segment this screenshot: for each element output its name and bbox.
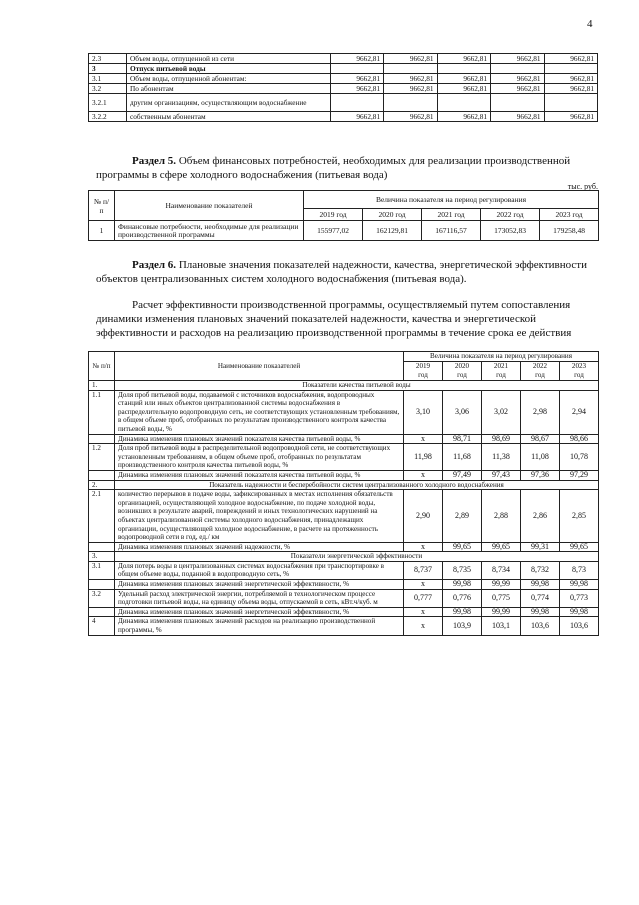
section-row (89, 381, 599, 391)
section-caption: Показатели энергетической эффективности (115, 552, 599, 562)
header-name: Наименование показателей (115, 352, 404, 381)
row-value: 9662,81 (491, 112, 544, 122)
header-period: Величина показателя на период регулирования (404, 352, 599, 362)
row-value: 11,38 (482, 444, 521, 471)
row-value: 9662,81 (384, 112, 437, 122)
header-name: Наименование показателей (115, 191, 304, 221)
table-row (89, 54, 598, 64)
row-value: 179258,48 (540, 221, 599, 241)
row-number: 4 (89, 617, 115, 635)
row-value: 99,98 (521, 607, 560, 617)
row-number: 2.1 (89, 490, 115, 543)
row-value (384, 94, 437, 112)
section-caption: Показатели качества питьевой воды (115, 381, 599, 391)
row-value: 103,9 (443, 617, 482, 635)
row-value: 8,73 (560, 561, 599, 579)
row-value: 3,10 (404, 390, 443, 434)
row-name: Отпуск питьевой воды (127, 64, 331, 74)
section6-title: Плановые значения показателей надежности, качества, энергетической эффективности объектов централизованных систем холодного водоснабжения (питьевая вода). (96, 259, 587, 285)
row-value: 167116,57 (422, 221, 481, 241)
row-value: 99,99 (482, 580, 521, 590)
row-value: 99,98 (521, 580, 560, 590)
water-volume-table (88, 53, 598, 122)
row-name: Доля проб питьевой воды, подаваемой с источников водоснабжения, водопроводных станций или иных объектов централизованной системы водоснабжения в распределительную водопроводную сеть, не соответствующих установленным требованиям, в общем объеме проб, отобранных по результатам производственного контроля качества питьевой воды, % (115, 390, 404, 434)
year-value: 2020 (454, 362, 470, 370)
row-value (384, 64, 437, 74)
row-value: 0,774 (521, 589, 560, 607)
row-name: Доля потерь воды в централизованных системах водоснабжения при транспортировке в общем объеме воды, поданной в водопроводную сеть, % (115, 561, 404, 579)
row-number (89, 607, 115, 617)
row-value: 9662,81 (437, 84, 490, 94)
row-name: Объем воды, отпущенной абонентам: (127, 74, 331, 84)
row-name: Объем воды, отпущенной из сети (127, 54, 331, 64)
row-value: 3,06 (443, 390, 482, 434)
table-row (89, 561, 599, 579)
year-suffix: год (418, 371, 428, 379)
row-value: 99,98 (443, 607, 482, 617)
row-value: x (404, 580, 443, 590)
year-header (443, 362, 482, 381)
row-value: x (404, 470, 443, 480)
year-header (482, 362, 521, 381)
row-number: 1 (89, 221, 115, 241)
year-suffix: год (535, 371, 545, 379)
table-row (89, 221, 599, 241)
year-header: 2021 год (422, 209, 481, 221)
row-value: 8,735 (443, 561, 482, 579)
row-value: 9662,81 (491, 74, 544, 84)
indicators-table (88, 351, 599, 636)
row-number: 3.2 (89, 84, 127, 94)
row-value: 155977,02 (304, 221, 363, 241)
row-name: Удельный расход электрической энергии, потребляемой в технологическом процессе подготовки питьевой воды, на единицу объема воды, отпускаемой в сеть, кВт.ч/куб. м (115, 589, 404, 607)
row-value: 11,98 (404, 444, 443, 471)
table-row (89, 589, 599, 607)
unit-label: тыс. руб. (567, 182, 598, 191)
year-header (404, 362, 443, 381)
row-value: 9662,81 (544, 84, 598, 94)
table-row (89, 490, 599, 543)
row-value: x (404, 607, 443, 617)
section-caption: Показатель надежности и бесперебойности систем централизованного холодного водоснабжения (115, 480, 599, 490)
row-value: 2,90 (404, 490, 443, 543)
row-name: Финансовые потребности, необходимые для реализации производственной программы (115, 221, 304, 241)
row-value: 99,65 (443, 542, 482, 552)
section-row (89, 480, 599, 490)
row-value: 97,36 (521, 470, 560, 480)
year-value: 2019 (415, 362, 431, 370)
row-value: 99,99 (482, 607, 521, 617)
row-value: 98,67 (521, 434, 560, 444)
section5-title: Объем финансовых потребностей, необходимых для реализации производственной программы в сфере холодного водоснабжения (питьевая вода) (96, 155, 571, 181)
year-header: 2019 год (304, 209, 363, 221)
year-value: 2023 (571, 362, 587, 370)
row-value: 9662,81 (437, 112, 490, 122)
row-number (89, 542, 115, 552)
table-row (89, 84, 598, 94)
row-value: 99,98 (443, 580, 482, 590)
row-number: 3.2.2 (89, 112, 127, 122)
row-number (89, 434, 115, 444)
table-row (89, 444, 599, 471)
row-value: 0,775 (482, 589, 521, 607)
row-value (330, 94, 383, 112)
row-value: 9662,81 (384, 54, 437, 64)
table-row (89, 470, 599, 480)
row-name: Динамика изменения плановых значений энергетической эффективности, % (115, 607, 404, 617)
row-number: 1.1 (89, 390, 115, 434)
row-number (89, 580, 115, 590)
row-name: По абонентам (127, 84, 331, 94)
row-value: 99,65 (482, 542, 521, 552)
row-value: 99,31 (521, 542, 560, 552)
year-header (560, 362, 599, 381)
row-value (491, 94, 544, 112)
row-value: 0,777 (404, 589, 443, 607)
row-number: 2. (89, 480, 115, 490)
section6-heading (96, 258, 596, 286)
row-value: 97,43 (482, 470, 521, 480)
row-value: 97,49 (443, 470, 482, 480)
row-number: 1.2 (89, 444, 115, 471)
table-row (89, 580, 599, 590)
row-value: 2,86 (521, 490, 560, 543)
row-name: другим организациям, осуществляющим водоснабжение (127, 94, 331, 112)
row-value: 8,737 (404, 561, 443, 579)
row-value: 9662,81 (437, 54, 490, 64)
row-value (544, 94, 598, 112)
row-value: 99,98 (560, 607, 599, 617)
table-row (89, 390, 599, 434)
row-value: 103,6 (560, 617, 599, 635)
header-period: Величина показателя на период регулирования (304, 191, 599, 209)
row-name: Доля проб питьевой воды в распределительной водопроводной сети, не соответствующих установленным требованиям, в общем объеме проб, отобранных по результатам производственного контроля качества питьевой воды, % (115, 444, 404, 471)
row-name: Динамика изменения плановых значений энергетической эффективности, % (115, 580, 404, 590)
row-number: 3 (89, 64, 127, 74)
page-number: 4 (587, 18, 593, 30)
row-value: 9662,81 (330, 54, 383, 64)
row-number: 3.1 (89, 74, 127, 84)
row-number: 2.3 (89, 54, 127, 64)
row-value: 9662,81 (544, 112, 598, 122)
row-value (544, 64, 598, 74)
row-number: 1. (89, 381, 115, 391)
row-value: 0,776 (443, 589, 482, 607)
header-num: № п/п (89, 352, 115, 381)
year-value: 2022 (532, 362, 548, 370)
year-header: 2023 год (540, 209, 599, 221)
table-row (89, 607, 599, 617)
row-value: x (404, 542, 443, 552)
row-value: 9662,81 (491, 84, 544, 94)
row-value: 2,94 (560, 390, 599, 434)
row-value: 9662,81 (384, 74, 437, 84)
row-value (330, 64, 383, 74)
row-value: 98,66 (560, 434, 599, 444)
row-value: 11,68 (443, 444, 482, 471)
row-value: 2,98 (521, 390, 560, 434)
table-row (89, 74, 598, 84)
row-value: 2,85 (560, 490, 599, 543)
financial-needs-table (88, 190, 599, 241)
row-value: 2,89 (443, 490, 482, 543)
year-suffix: год (457, 371, 467, 379)
section-row (89, 552, 599, 562)
row-value: 9662,81 (330, 74, 383, 84)
row-name: Динамика изменения плановых значений расходов на реализацию производственной программы, % (115, 617, 404, 635)
row-value: 9662,81 (437, 74, 490, 84)
year-header: 2020 год (363, 209, 422, 221)
table-row (89, 112, 598, 122)
row-value (437, 64, 490, 74)
row-value: x (404, 617, 443, 635)
row-name: количество перерывов в подаче воды, зафиксированных в местах исполнения обязательств организацией, осуществляющей холодное водоснабжение, по подаче холодной воды, возникших в результате аварий, повреждений и иных технологических нарушений на объектах централизованной системы холодного водоснабжения, принадлежащих организации, осуществляющей холодное водоснабжение, в расчете на протяженность водопроводной сети в год, ед./ км (115, 490, 404, 543)
row-value: 173052,83 (481, 221, 540, 241)
row-value: 9662,81 (330, 84, 383, 94)
section6-paragraph: Расчет эффективности производственной программы, осуществляемый путем сопоставления динамики изменения плановых значений показателей надежности, качества и энергетической эффективности и расходов на реализацию производственной программы в течение срока ее действия (96, 299, 572, 339)
row-value: 99,98 (560, 580, 599, 590)
row-value: 103,6 (521, 617, 560, 635)
row-value: 162129,81 (363, 221, 422, 241)
row-name: Динамика изменения плановых значений надежности, % (115, 542, 404, 552)
row-name: Динамика изменения плановых значений показателя качества питьевой воды, % (115, 470, 404, 480)
table-row (89, 434, 599, 444)
row-value: 9662,81 (330, 112, 383, 122)
row-value: 9662,81 (384, 84, 437, 94)
table-row (89, 94, 598, 112)
row-number: 3.2.1 (89, 94, 127, 112)
row-value (437, 94, 490, 112)
table-row (89, 64, 598, 74)
year-suffix: год (574, 371, 584, 379)
row-value: 98,71 (443, 434, 482, 444)
header-num: № п/п (89, 191, 115, 221)
row-value: 2,88 (482, 490, 521, 543)
section5-label: Раздел 5. (132, 155, 177, 167)
row-value: 99,65 (560, 542, 599, 552)
row-number: 3.1 (89, 561, 115, 579)
row-value: 103,1 (482, 617, 521, 635)
year-suffix: год (496, 371, 506, 379)
row-value: 97,29 (560, 470, 599, 480)
year-header (521, 362, 560, 381)
row-value: 3,02 (482, 390, 521, 434)
row-name: собственным абонентам (127, 112, 331, 122)
row-value: 98,69 (482, 434, 521, 444)
row-value: 11,08 (521, 444, 560, 471)
year-value: 2021 (493, 362, 509, 370)
section5-heading (96, 154, 596, 182)
row-value: 8,734 (482, 561, 521, 579)
table-row (89, 542, 599, 552)
row-value: x (404, 434, 443, 444)
row-value (491, 64, 544, 74)
section6-label: Раздел 6. (132, 259, 177, 271)
row-number: 3. (89, 552, 115, 562)
year-header: 2022 год (481, 209, 540, 221)
table-row (89, 617, 599, 635)
row-name: Динамика изменения плановых значений показателя качества питьевой воды, % (115, 434, 404, 444)
row-value: 10,78 (560, 444, 599, 471)
row-value: 9662,81 (491, 54, 544, 64)
row-value: 9662,81 (544, 74, 598, 84)
row-number (89, 470, 115, 480)
row-value: 9662,81 (544, 54, 598, 64)
row-value: 8,732 (521, 561, 560, 579)
row-value: 0,773 (560, 589, 599, 607)
row-number: 3.2 (89, 589, 115, 607)
